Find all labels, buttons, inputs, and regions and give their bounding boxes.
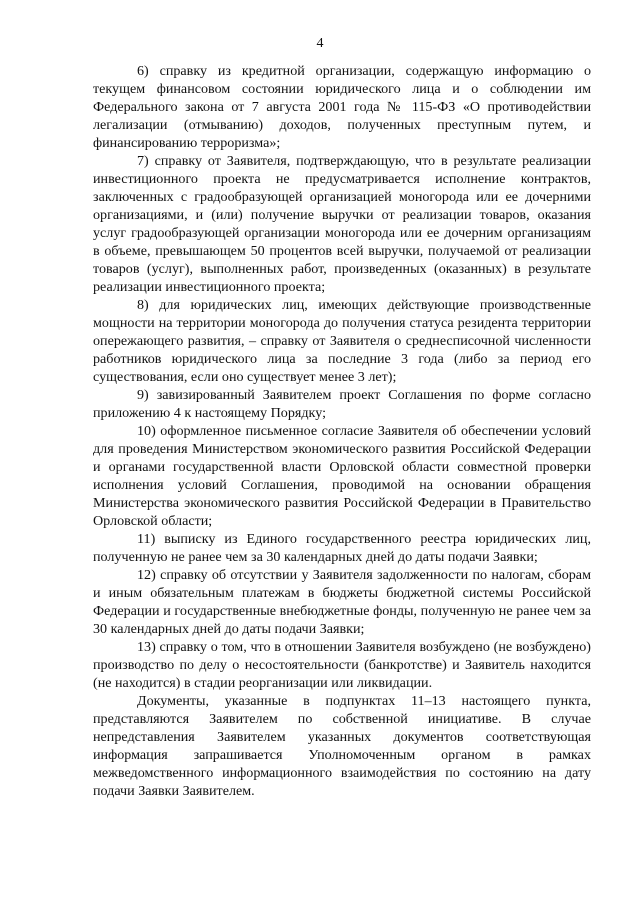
paragraph-item-12: 12) справку об отсутствии у Заявителя задолженности по налогам, сборам и иным обязательным платежам в бюджеты бюджетной системы Российской Федерации и государственные внебюджетные фонды, полученную не ранее чем за 30 календарных дней до даты подачи Заявки; <box>93 567 591 637</box>
paragraph-item-13: 13) справку о том, что в отношении Заявителя возбуждено (не возбуждено) производство по делу о несостоятельности (банкротстве) и Заявитель находится (не находится) в стадии реорганизации или ликвидации. <box>93 639 591 691</box>
paragraph-item-8: 8) для юридических лиц, имеющих действующие производственные мощности на территории моногорода до получения статуса резидента территории опережающего развития, – справку от Заявителя о среднесписочной численности работников юридического лица за последние 3 года (либо за период его существования, если оно существует менее 3 лет); <box>93 297 591 385</box>
paragraph-item-6: 6) справку из кредитной организации, содержащую информацию о текущем финансовом состоянии юридического лица и о соблюдении им Федерального закона от 7 августа 2001 года № 115-ФЗ «О противодействии легализации (отмыванию) доходов, полученных преступным путем, и финансированию терроризма»; <box>93 63 591 151</box>
page-number: 4 <box>316 36 324 51</box>
paragraph-item-9: 9) завизированный Заявителем проект Соглашения по форме согласно приложению 4 к настоящему Порядку; <box>93 387 591 421</box>
paragraph-item-7: 7) справку от Заявителя, подтверждающую, что в результате реализации инвестиционного проекта не предусматривается исполнение контрактов, заключенных с градообразующей организацией моногорода или ее дочерними организациями, и (или) получение выручки от реализации товаров, оказания услуг градообразующей организации моногорода или ее дочерним организациям в объеме, превышающем 50 процентов всей выручки, получаемой от реализации товаров (услуг), выполненных работ, произведенных (оказанных) в результате реализации инвестиционного проекта; <box>93 153 591 295</box>
paragraph-documents-note: Документы, указанные в подпунктах 11–13 настоящего пункта, представляются Заявителем по собственной инициативе. В случае непредставления Заявителем указанных документов соответствующая информация запрашивается Уполномоченным органом в рамках межведомственного информационного взаимодействия по состоянию на дату подачи Заявки Заявителем. <box>93 693 591 799</box>
document-body <box>93 62 591 800</box>
paragraph-item-11: 11) выписку из Единого государственного реестра юридических лиц, полученную не ранее чем за 30 календарных дней до даты подачи Заявки; <box>93 531 591 565</box>
paragraph-item-10: 10) оформленное письменное согласие Заявителя об обеспечении условий для проведения Министерством экономического развития Российской Федерации и органами государственной власти Орловской области совместной проверки исполнения условий Соглашения, проводимой на основании обращения Министерства экономического развития Российской Федерации в Правительство Орловской области; <box>93 423 591 529</box>
